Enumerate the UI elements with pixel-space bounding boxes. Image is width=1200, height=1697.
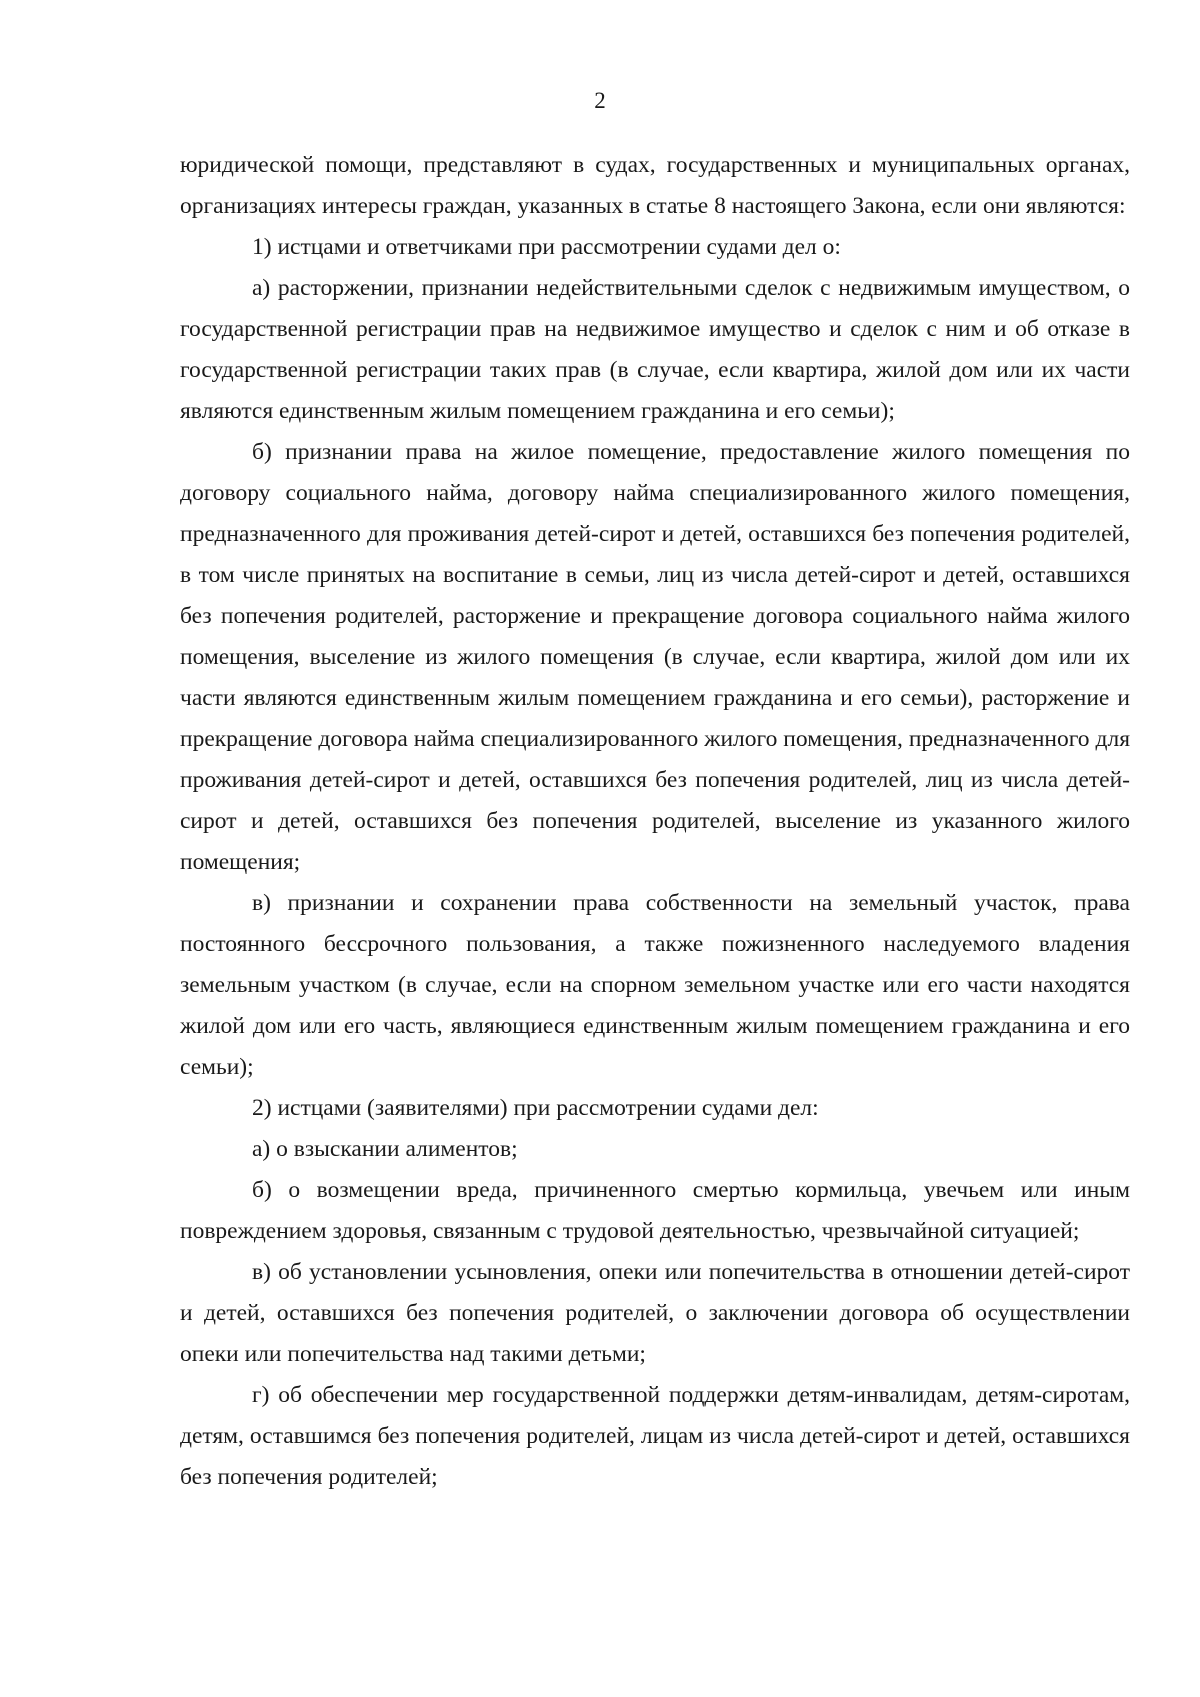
page-number: 2 [594, 88, 606, 113]
paragraph-item-2a: а) о взыскании алиментов; [252, 1136, 518, 1162]
paragraph-item-1: 1) истцами и ответчиками при рассмотрении судами дел о: [252, 234, 841, 260]
paragraph-item-1v: в) признании и сохранении права собственности на земельный участок, права постоянного бессрочного пользования, а также пожизненного наследуемого владения земельным участком (в случае, если на спорном земельном участке или его части находятся жилой дом или его часть, являющиеся единственным жилым помещением гражданина и его семьи); [180, 890, 1130, 1080]
paragraph-item-1b: б) признании права на жилое помещение, предоставление жилого помещения по договору социального найма, договору найма специализированного жилого помещения, предназначенного для проживания детей-сирот и детей, оставшихся без попечения родителей, в том числе принятых на воспитание в семьи, лиц из числа детей-сирот и детей, оставшихся без попечения родителей, расторжение и прекращение договора социального найма жилого помещения, выселение из жилого помещения (в случае, если квартира, жилой дом или их части являются единственным жилым помещением гражданина и его семьи), расторжение и прекращение договора найма специализированного жилого помещения, предназначенного для проживания детей-сирот и детей, оставшихся без попечения родителей, лиц из числа детей-сирот и детей, оставшихся без попечения родителей, выселение из указанного жилого помещения; [180, 439, 1130, 875]
paragraph-item-2v: в) об установлении усыновления, опеки или попечительства в отношении детей-сирот и детей, оставшихся без попечения родителей, о заключении договора об осуществлении опеки или попечительства над такими детьми; [180, 1259, 1130, 1367]
paragraph-item-2g: г) об обеспечении мер государственной поддержки детям-инвалидам, детям-сиротам, детям, оставшимся без попечения родителей, лицам из числа детей-сирот и детей, оставшихся без попечения родителей; [180, 1382, 1130, 1490]
paragraph-item-1a: а) расторжении, признании недействительными сделок с недвижимым имуществом, о государственной регистрации прав на недвижимое имущество и сделок с ним и об отказе в государственной регистрации таких прав (в случае, если квартира, жилой дом или их части являются единственным жилым помещением гражданина и его семьи); [180, 275, 1130, 424]
document-body [180, 145, 1130, 1498]
paragraph-intro: юридической помощи, представляют в судах, государственных и муниципальных органах, организациях интересы граждан, указанных в статье 8 настоящего Закона, если они являются: [180, 152, 1130, 219]
paragraph-item-2b: б) о возмещении вреда, причиненного смертью кормильца, увечьем или иным повреждением здоровья, связанным с трудовой деятельностью, чрезвычайной ситуацией; [180, 1177, 1130, 1244]
paragraph-item-2: 2) истцами (заявителями) при рассмотрении судами дел: [252, 1095, 819, 1121]
